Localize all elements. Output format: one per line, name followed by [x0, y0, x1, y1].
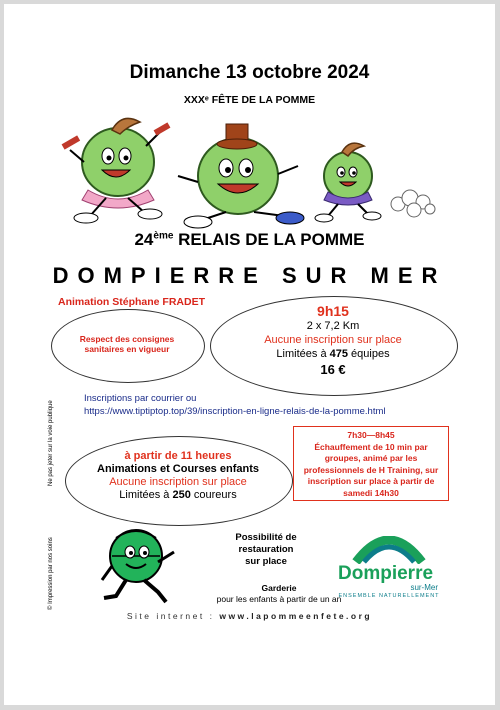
event-date: Dimanche 13 octobre 2024: [129, 62, 370, 83]
kids-limit-suffix: coureurs: [190, 489, 237, 501]
website-label: Site internet :: [126, 611, 220, 621]
race-limit-number: 475: [329, 348, 348, 360]
relais-number: 24: [134, 230, 154, 249]
website-footer: [4, 611, 495, 621]
dust-clouds: [391, 190, 435, 217]
apple-runner-girl: [62, 118, 171, 223]
flyer-page: [4, 4, 495, 705]
kids-time: à partir de 11 heures: [124, 450, 232, 462]
running-apples-illustration: [58, 112, 438, 230]
registration-link[interactable]: https://www.tiptiptop.top/39/inscription-en-ligne-relais-de-la-pomme.html: [84, 406, 386, 417]
street-notice: Ne pas jeter sur la voie publique: [48, 400, 54, 486]
garderie-title: Garderie: [261, 583, 297, 593]
fete-subtitle: XXXᵉ FÊTE DE LA POMME: [183, 94, 316, 106]
relais-name: RELAIS DE LA POMME: [178, 230, 365, 249]
warmup-time: 7h30—8h45: [347, 430, 395, 440]
logo-sub: sur-Mer: [410, 583, 438, 592]
warmup-text: Échauffement de 10 min par groupes, animé par les professionnels de H Training, sur inscription sur place à partir de samedi 14h30: [303, 441, 439, 498]
dompierre-logo: [334, 536, 444, 602]
relais-title: [4, 230, 495, 250]
green-ball-character: [96, 526, 186, 608]
kids-no-signup: Aucune inscription sur place: [109, 476, 247, 488]
registration-text: Inscriptions par courrier ou: [84, 393, 197, 404]
race-price: 16 €: [320, 362, 346, 377]
website-link[interactable]: www.lapommeenfete.org: [219, 611, 373, 621]
race-limit-suffix: équipes: [347, 348, 390, 360]
garderie-info: [204, 583, 354, 605]
animation-label: Animation: [58, 296, 113, 308]
logo-tagline: ENSEMBLE NATURELLEMENT: [338, 593, 440, 599]
apple-runner-small: [315, 143, 381, 222]
race-no-signup: Aucune inscription sur place: [264, 334, 402, 346]
race-distance: 2 x 7,2 Km: [306, 320, 360, 332]
animator-name: Stéphane FRADET: [112, 296, 206, 308]
race-time: 9h15: [317, 303, 349, 319]
race-limit-prefix: Limitées à: [276, 348, 330, 360]
animation-credit: [58, 296, 205, 308]
town-name: DOMPIERRE SUR MER: [52, 263, 447, 288]
logo-arch-icon: [334, 536, 444, 564]
kids-title: Animations et Courses enfants: [97, 463, 259, 475]
logo-name: Dompierre: [338, 563, 434, 584]
kids-limit-number: 250: [172, 489, 191, 501]
apple-runner-hat: [178, 124, 304, 228]
kids-limit: [65, 489, 291, 502]
restauration-info: Possibilité de restauration sur place: [235, 532, 297, 567]
race-limit: [210, 347, 456, 361]
warmup-box: [293, 426, 449, 501]
sanitary-notice: Respect des consignes sanitaires en vigueur: [79, 334, 175, 354]
print-notice: © Impression par nos soins: [48, 537, 54, 610]
kids-limit-prefix: Limitées à: [119, 489, 173, 501]
registration-info: [84, 392, 386, 418]
garderie-text: pour les enfants à partir de un an: [216, 594, 342, 604]
relais-suffix: ème: [153, 230, 174, 242]
